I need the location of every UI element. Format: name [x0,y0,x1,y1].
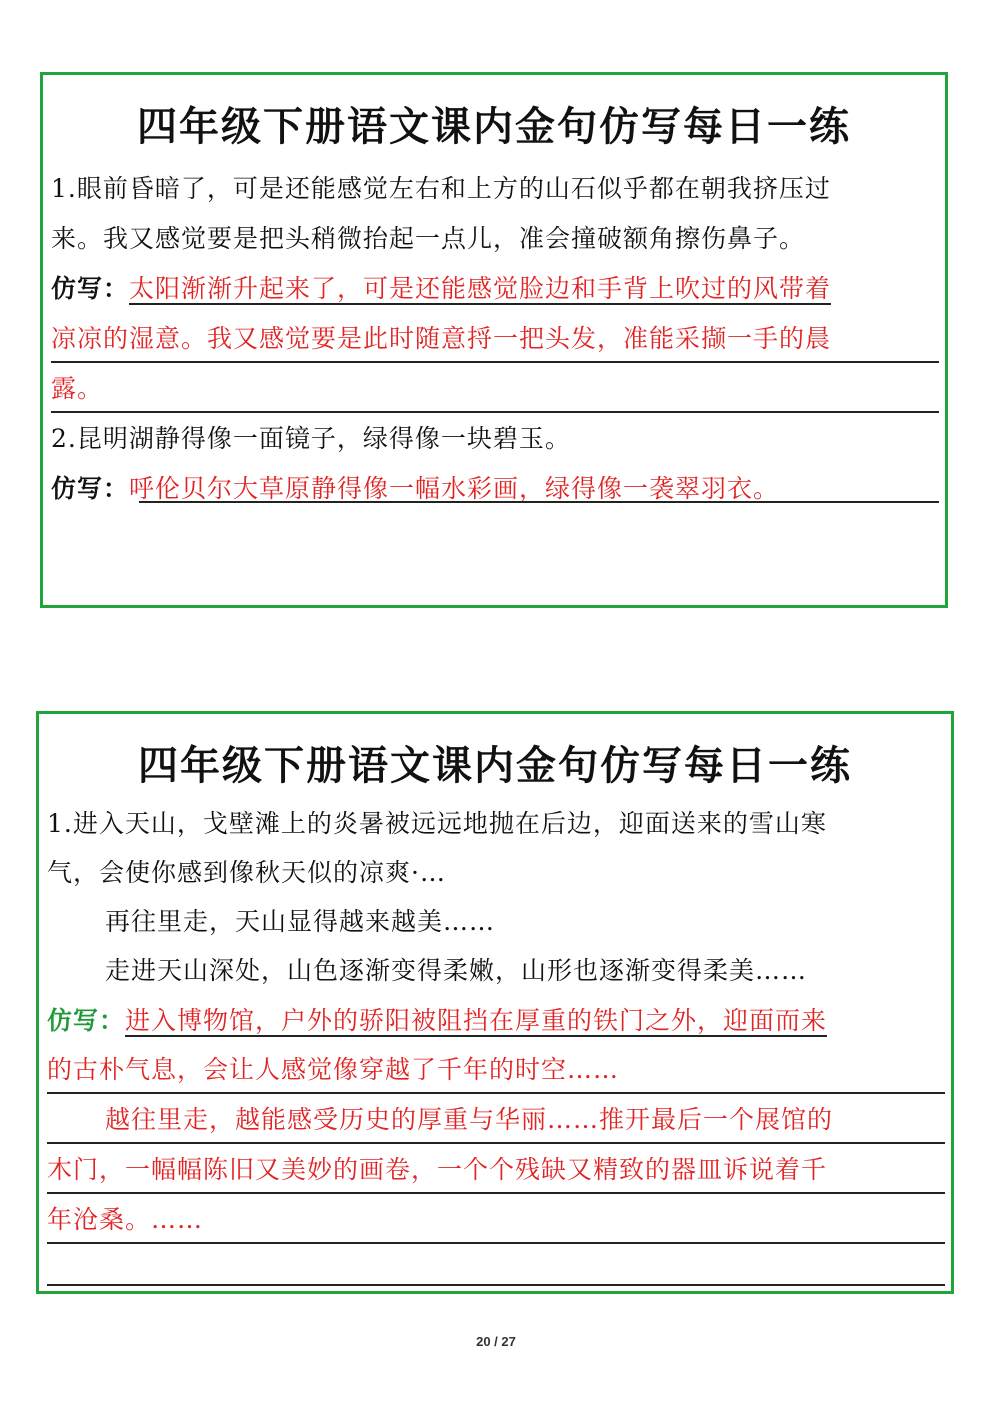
answer-1-line-3: 越往里走，越能感受历史的厚重与华丽……推开最后一个展馆的 [47,1096,945,1144]
question-1-line-2: 来。我又感觉要是把头稍微抬起一点儿，准会撞破额角擦伤鼻子。 [51,224,806,253]
question-1-line-1: 1.进入天山，戈壁滩上的炎暑被远远地抛在后边，迎面送来的雪山寒 [47,809,827,838]
imitate-label: 仿写： [51,474,130,503]
imitate-label: 仿写： [47,1006,126,1035]
answer-1-line-3: 露。 [51,365,939,413]
card-title: 四年级下册语文课内金句仿写每日一练 [137,104,851,150]
imitate-label: 仿写： [51,274,130,303]
question-1-line-3: 再往里走，天山显得越来越美…… [105,907,496,936]
answer-underline [139,501,939,503]
answer-text: 太阳渐渐升起来了，可是还能感觉脸边和手背上吹过的风带着 [129,274,832,303]
card-title: 四年级下册语文课内金句仿写每日一练 [138,743,852,789]
answer-1-line-2: 的古朴气息，会让人感觉像穿越了千年的时空…… [47,1046,945,1094]
blank-answer-line [47,1284,945,1286]
answer-1-line-5: 年沧桑。…… [47,1196,945,1244]
answer-2-line-1 [51,465,939,513]
page-number: 20 / 27 [476,1334,516,1349]
question-1-line-1: 1.眼前昏暗了，可是还能感觉左右和上方的山石似乎都在朝我挤压过 [51,174,831,203]
answer-1-line-2: 凉凉的湿意。我又感觉要是此时随意捋一把头发，准能采撷一手的晨 [51,315,939,363]
question-1-line-2: 气，会使你感到像秋天似的凉爽·… [47,858,446,887]
question-2-line-1: 2.昆明湖静得像一面镜子，绿得像一块碧玉。 [51,424,571,453]
question-1-line-4: 走进天山深处，山色逐渐变得柔嫩，山形也逐渐变得柔美…… [105,956,808,985]
answer-text: 呼伦贝尔大草原静得像一幅水彩画，绿得像一袭翠羽衣。 [129,474,780,503]
answer-1-line-1 [47,997,945,1045]
exercise-card-1 [40,72,948,608]
exercise-card-2 [36,711,954,1294]
answer-1-line-1 [51,265,939,313]
answer-1-line-4: 木门，一幅幅陈旧又美妙的画卷，一个个残缺又精致的器皿诉说着千 [47,1146,945,1194]
answer-text: 进入博物馆，户外的骄阳被阻挡在厚重的铁门之外，迎面而来 [125,1006,828,1035]
